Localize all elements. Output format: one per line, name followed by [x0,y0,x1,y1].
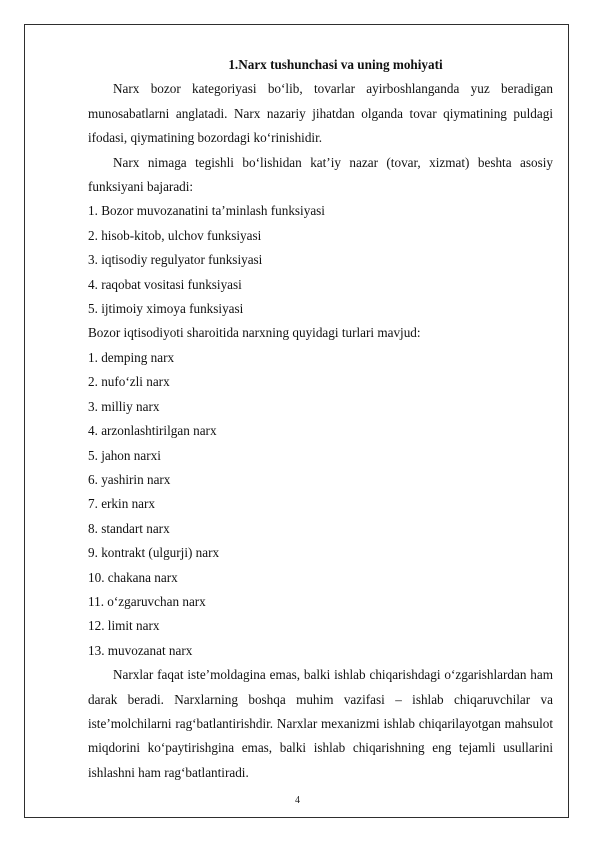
list-item: 1. demping narx [88,349,175,365]
list-item: 1. Bozor muvozanatini ta’minlash funksiyasi [88,203,325,219]
list-item: 10. chakana narx [88,569,178,585]
list-item: 2. nufo‘zli narx [88,374,170,390]
list-item: 9. kontrakt (ulgurji) narx [88,545,220,561]
section-title: 1.Narx tushunchasi va uning mohiyati [228,57,443,72]
list-item: 5. ijtimoiy ximoya funksiyasi [88,301,244,317]
types-intro: Bozor iqtisodiyoti sharoitida narxning quyidagi turlari mavjud: [88,325,421,341]
intro-paragraph: Narx bozor kategoriyasi bo‘lib, tovarlar ayirboshlanganda yuz beradigan munosabatlarni anglatadi. Narx nazariy jihatdan olganda tovar qiymatining puldagi ifodasi, qiymatining bozordagi ko‘rinishidir. [88,81,553,146]
functions-list [88,199,553,321]
list-item: 4. raqobat vositasi funksiyasi [88,276,242,292]
page-content [88,53,553,785]
closing-paragraph: Narxlar faqat iste’moldagina emas, balki ishlab chiqarishdagi o‘zgarishlardan ham darak beradi. Narxlarning boshqa muhim vazifasi – ishlab chiqaruvchilar va iste’molchilarni rag‘batlantirishdir. Narxlar mexanizmi ishlab chiqarilayotgan mahsulot miqdorini ko‘paytirishgina emas, balki ishlab chiqarishning eng tejamli usullarini ishlashni ham rag‘batlantiradi. [88,667,553,780]
list-item: 2. hisob-kitob, ulchov funksiyasi [88,227,262,243]
price-types-list [88,346,553,663]
list-item: 3. iqtisodiy regulyator funksiyasi [88,252,263,268]
list-item: 8. standart narx [88,520,170,536]
list-item: 4. arzonlashtirilgan narx [88,423,217,439]
list-item: 7. erkin narx [88,496,156,512]
list-item: 12. limit narx [88,618,160,634]
list-item: 5. jahon narxi [88,447,161,463]
page-number: 4 [295,795,300,806]
functions-paragraph: Narx nimaga tegishli bo‘lishidan kat’iy nazar (tovar, xizmat) beshta asosiy funksiyani bajaradi: [88,154,553,195]
list-item: 11. o‘zgaruvchan narx [88,593,206,609]
list-item: 6. yashirin narx [88,471,171,487]
list-item: 13. muvozanat narx [88,642,193,658]
list-item: 3. milliy narx [88,398,160,414]
